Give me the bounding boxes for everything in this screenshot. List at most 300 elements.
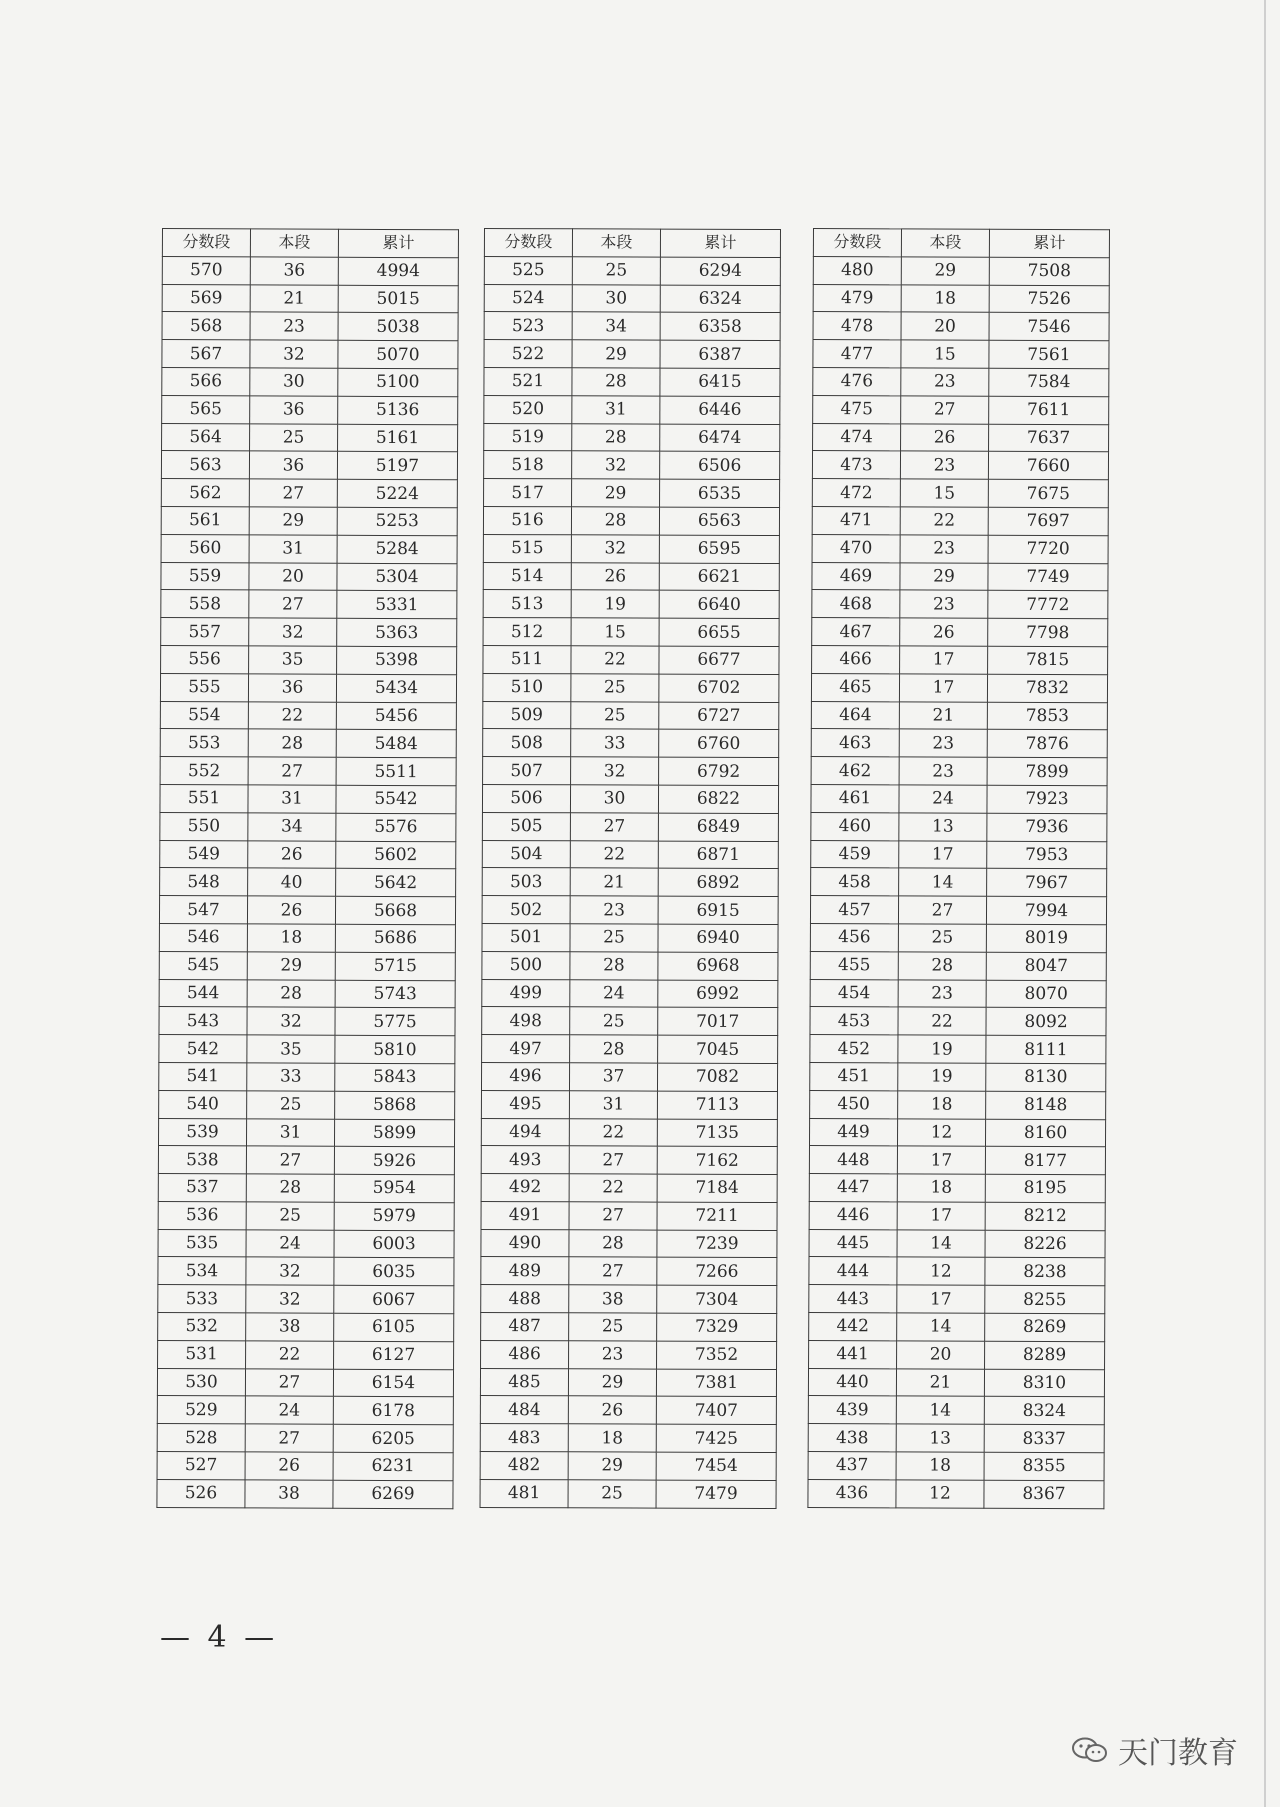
cell-cumulative: 5456 <box>336 702 456 730</box>
cell-score-range: 467 <box>812 618 900 646</box>
cell-cumulative: 8355 <box>984 1452 1104 1480</box>
cell-segment-count: 29 <box>247 952 335 980</box>
cell-cumulative: 6035 <box>334 1258 454 1286</box>
table-row <box>161 562 457 591</box>
cell-cumulative: 5100 <box>338 368 458 396</box>
cell-segment-count: 22 <box>569 1174 657 1202</box>
cell-score-range: 550 <box>160 812 248 840</box>
table-row <box>159 1035 455 1064</box>
header-score-range: 分数段 <box>484 229 572 257</box>
cell-score-range: 507 <box>483 757 571 785</box>
cell-segment-count: 26 <box>901 423 989 451</box>
table-row <box>158 1118 454 1147</box>
table-row <box>812 590 1108 619</box>
cell-score-range: 465 <box>811 673 899 701</box>
table-row <box>813 367 1109 396</box>
cell-segment-count: 29 <box>900 562 988 590</box>
table-row <box>809 1285 1105 1314</box>
table-row <box>484 312 780 341</box>
table-row <box>483 618 779 647</box>
cell-score-range: 437 <box>808 1452 896 1480</box>
cell-segment-count: 22 <box>900 507 988 535</box>
table-row <box>159 951 455 980</box>
cell-score-range: 567 <box>162 340 250 368</box>
cell-cumulative: 5015 <box>338 285 458 313</box>
cell-cumulative: 5843 <box>335 1063 455 1091</box>
cell-cumulative: 5868 <box>335 1091 455 1119</box>
cell-segment-count: 24 <box>246 1230 334 1258</box>
cell-cumulative: 6387 <box>660 340 780 368</box>
table-row <box>809 1201 1105 1230</box>
cell-cumulative: 7082 <box>657 1063 777 1091</box>
table-row <box>810 951 1106 980</box>
table-row <box>160 812 456 841</box>
cell-segment-count: 32 <box>246 1257 334 1285</box>
cell-cumulative: 8337 <box>984 1425 1104 1453</box>
cell-cumulative: 6640 <box>659 590 779 618</box>
cell-score-range: 543 <box>159 1007 247 1035</box>
cell-segment-count: 17 <box>899 674 987 702</box>
cell-segment-count: 20 <box>249 562 337 590</box>
cell-segment-count: 13 <box>896 1424 984 1452</box>
table-row <box>483 645 779 674</box>
cell-segment-count: 33 <box>571 729 659 757</box>
table-row <box>482 979 778 1008</box>
cell-cumulative: 8130 <box>986 1063 1106 1091</box>
table-row <box>482 923 778 952</box>
cell-cumulative: 7899 <box>987 757 1107 785</box>
table-header-row <box>484 229 780 258</box>
cell-segment-count: 25 <box>246 1202 334 1230</box>
table-row <box>813 423 1109 452</box>
cell-segment-count: 27 <box>898 896 986 924</box>
table-row <box>160 729 456 758</box>
table-row <box>161 645 457 674</box>
cell-score-range: 562 <box>161 479 249 507</box>
cell-segment-count: 25 <box>568 1480 656 1508</box>
table-row <box>160 868 456 897</box>
cell-segment-count: 15 <box>901 340 989 368</box>
cell-score-range: 489 <box>481 1257 569 1285</box>
cell-cumulative: 6968 <box>658 952 778 980</box>
cell-score-range: 500 <box>482 951 570 979</box>
cell-cumulative: 8070 <box>986 980 1106 1008</box>
cell-cumulative: 7561 <box>989 340 1109 368</box>
cell-cumulative: 7953 <box>987 841 1107 869</box>
cell-score-range: 476 <box>813 367 901 395</box>
cell-cumulative: 7853 <box>987 702 1107 730</box>
table-row <box>161 618 457 647</box>
cell-score-range: 521 <box>484 367 572 395</box>
cell-segment-count: 25 <box>250 423 338 451</box>
cell-segment-count: 22 <box>248 701 336 729</box>
header-score-range: 分数段 <box>162 229 250 257</box>
cell-cumulative: 5899 <box>334 1119 454 1147</box>
cell-cumulative: 7045 <box>658 1035 778 1063</box>
cell-cumulative: 7832 <box>987 674 1107 702</box>
cell-score-range: 446 <box>809 1201 897 1229</box>
table-row <box>480 1424 776 1453</box>
table-row <box>159 923 455 952</box>
cell-cumulative: 6269 <box>333 1480 453 1508</box>
cell-segment-count: 31 <box>246 1118 334 1146</box>
cell-segment-count: 24 <box>245 1396 333 1424</box>
score-table-1 <box>156 228 459 1509</box>
cell-score-range: 563 <box>161 451 249 479</box>
cell-cumulative: 6535 <box>660 479 780 507</box>
cell-segment-count: 28 <box>246 1174 334 1202</box>
cell-cumulative: 8019 <box>986 924 1106 952</box>
table-row <box>157 1479 453 1508</box>
cell-score-range: 565 <box>162 395 250 423</box>
table-row <box>159 1062 455 1091</box>
table-row <box>481 1340 777 1369</box>
table-row <box>808 1479 1104 1508</box>
cell-cumulative: 7017 <box>658 1007 778 1035</box>
table-row <box>480 1396 776 1425</box>
cell-score-range: 443 <box>809 1285 897 1313</box>
table-row <box>161 506 457 535</box>
table-row <box>484 395 780 424</box>
cell-cumulative: 5926 <box>334 1147 454 1175</box>
cell-score-range: 510 <box>483 673 571 701</box>
cell-cumulative: 7675 <box>988 479 1108 507</box>
table-row <box>160 701 456 730</box>
table-row <box>481 1313 777 1342</box>
table-row <box>809 1313 1105 1342</box>
cell-score-range: 448 <box>809 1146 897 1174</box>
cell-score-range: 495 <box>481 1090 569 1118</box>
cell-cumulative: 7660 <box>988 452 1108 480</box>
cell-score-range: 469 <box>812 562 900 590</box>
table-row <box>810 1007 1106 1036</box>
cell-score-range: 487 <box>481 1313 569 1341</box>
table-row <box>160 673 456 702</box>
cell-cumulative: 5810 <box>335 1035 455 1063</box>
cell-cumulative: 5038 <box>338 313 458 341</box>
cell-cumulative: 8195 <box>985 1174 1105 1202</box>
cell-score-range: 490 <box>481 1229 569 1257</box>
table-row <box>810 1090 1106 1119</box>
cell-score-range: 509 <box>483 701 571 729</box>
cell-cumulative: 5363 <box>337 618 457 646</box>
table-row <box>159 1090 455 1119</box>
cell-segment-count: 27 <box>901 396 989 424</box>
cell-cumulative: 5743 <box>335 980 455 1008</box>
cell-segment-count: 40 <box>248 868 336 896</box>
cell-cumulative: 7381 <box>656 1369 776 1397</box>
table-row <box>810 1035 1106 1064</box>
cell-segment-count: 23 <box>900 590 988 618</box>
cell-segment-count: 18 <box>568 1424 656 1452</box>
cell-cumulative: 5715 <box>335 952 455 980</box>
watermark-text: 天门教育 <box>1118 1736 1238 1771</box>
table-row <box>483 729 779 758</box>
cell-segment-count: 23 <box>899 757 987 785</box>
cell-cumulative: 5686 <box>335 924 455 952</box>
cell-cumulative: 7304 <box>657 1285 777 1313</box>
table-row <box>483 534 779 563</box>
cell-score-range: 482 <box>480 1452 568 1480</box>
table-row <box>162 340 458 369</box>
cell-score-range: 440 <box>808 1368 896 1396</box>
table-row <box>813 340 1109 369</box>
cell-score-range: 540 <box>159 1090 247 1118</box>
cell-score-range: 477 <box>813 340 901 368</box>
cell-segment-count: 29 <box>568 1452 656 1480</box>
cell-cumulative: 7637 <box>989 424 1109 452</box>
cell-score-range: 504 <box>482 840 570 868</box>
cell-segment-count: 27 <box>569 1257 657 1285</box>
cell-score-range: 498 <box>482 1007 570 1035</box>
table-row <box>158 1201 454 1230</box>
cell-cumulative: 5304 <box>337 563 457 591</box>
table-row <box>481 1090 777 1119</box>
cell-segment-count: 23 <box>901 368 989 396</box>
cell-score-range: 503 <box>482 868 570 896</box>
cell-score-range: 538 <box>158 1146 246 1174</box>
cell-score-range: 554 <box>160 701 248 729</box>
cell-score-range: 439 <box>808 1396 896 1424</box>
table-row <box>810 896 1106 925</box>
cell-cumulative: 6294 <box>660 257 780 285</box>
cell-score-range: 535 <box>158 1229 246 1257</box>
cell-cumulative: 5511 <box>336 757 456 785</box>
cell-segment-count: 23 <box>898 979 986 1007</box>
cell-segment-count: 28 <box>572 368 660 396</box>
table-row <box>481 1285 777 1314</box>
cell-segment-count: 12 <box>897 1118 985 1146</box>
cell-segment-count: 26 <box>568 1396 656 1424</box>
cell-score-range: 547 <box>159 896 247 924</box>
cell-score-range: 441 <box>809 1340 897 1368</box>
cell-segment-count: 18 <box>901 284 989 312</box>
cell-score-range: 533 <box>158 1285 246 1313</box>
table-row <box>158 1174 454 1203</box>
table-row <box>483 590 779 619</box>
cell-segment-count: 26 <box>571 562 659 590</box>
cell-cumulative: 6727 <box>659 702 779 730</box>
table-row <box>483 701 779 730</box>
cell-score-range: 480 <box>813 256 901 284</box>
table-row <box>158 1313 454 1342</box>
cell-segment-count: 38 <box>246 1313 334 1341</box>
cell-segment-count: 28 <box>570 1035 658 1063</box>
cell-segment-count: 19 <box>898 1035 986 1063</box>
cell-cumulative: 6415 <box>660 368 780 396</box>
table-row <box>158 1285 454 1314</box>
cell-segment-count: 36 <box>248 674 336 702</box>
cell-segment-count: 25 <box>569 1313 657 1341</box>
cell-cumulative: 6871 <box>658 841 778 869</box>
cell-segment-count: 29 <box>572 340 660 368</box>
cell-cumulative: 8324 <box>984 1397 1104 1425</box>
header-segment-count: 本段 <box>250 229 338 257</box>
cell-score-range: 518 <box>484 451 572 479</box>
cell-cumulative: 7697 <box>988 507 1108 535</box>
cell-cumulative: 7113 <box>657 1091 777 1119</box>
cell-cumulative: 5070 <box>338 340 458 368</box>
table-row <box>484 479 780 508</box>
cell-score-range: 564 <box>162 423 250 451</box>
table-row <box>812 645 1108 674</box>
cell-segment-count: 26 <box>900 618 988 646</box>
cell-cumulative: 6324 <box>660 285 780 313</box>
header-cumulative: 累计 <box>338 229 458 257</box>
table-row <box>162 367 458 396</box>
cell-score-range: 505 <box>482 812 570 840</box>
cell-segment-count: 33 <box>247 1063 335 1091</box>
cell-segment-count: 27 <box>569 1202 657 1230</box>
cell-segment-count: 23 <box>570 896 658 924</box>
cell-segment-count: 32 <box>249 618 337 646</box>
cell-segment-count: 30 <box>572 284 660 312</box>
cell-segment-count: 17 <box>900 646 988 674</box>
cell-cumulative: 5576 <box>336 813 456 841</box>
cell-score-range: 456 <box>810 923 898 951</box>
cell-segment-count: 12 <box>897 1257 985 1285</box>
cell-segment-count: 20 <box>897 1341 985 1369</box>
table-row <box>813 395 1109 424</box>
cell-cumulative: 6178 <box>333 1397 453 1425</box>
cell-score-range: 488 <box>481 1285 569 1313</box>
table-row <box>482 868 778 897</box>
cell-segment-count: 25 <box>898 924 986 952</box>
cell-score-range: 461 <box>811 784 899 812</box>
cell-segment-count: 18 <box>897 1174 985 1202</box>
cell-segment-count: 32 <box>250 340 338 368</box>
cell-segment-count: 35 <box>249 646 337 674</box>
table-row <box>158 1146 454 1175</box>
table-row <box>811 868 1107 897</box>
cell-cumulative: 6992 <box>658 980 778 1008</box>
cell-score-range: 559 <box>161 562 249 590</box>
watermark <box>1070 1728 1238 1772</box>
table-row <box>162 284 458 313</box>
cell-score-range: 455 <box>810 951 898 979</box>
cell-score-range: 519 <box>484 423 572 451</box>
cell-score-range: 451 <box>810 1062 898 1090</box>
cell-score-range: 569 <box>162 284 250 312</box>
cell-score-range: 531 <box>158 1340 246 1368</box>
table-row <box>162 423 458 452</box>
cell-score-range: 514 <box>483 562 571 590</box>
table-row <box>808 1424 1104 1453</box>
cell-segment-count: 18 <box>896 1452 984 1480</box>
cell-segment-count: 28 <box>247 979 335 1007</box>
cell-segment-count: 25 <box>570 924 658 952</box>
cell-cumulative: 6446 <box>660 396 780 424</box>
cell-segment-count: 26 <box>245 1452 333 1480</box>
table-row <box>813 256 1109 285</box>
cell-score-range: 472 <box>812 479 900 507</box>
cell-score-range: 568 <box>162 312 250 340</box>
cell-segment-count: 17 <box>897 1285 985 1313</box>
cell-score-range: 466 <box>812 645 900 673</box>
cell-cumulative: 6205 <box>333 1425 453 1453</box>
cell-score-range: 493 <box>481 1146 569 1174</box>
table-row <box>484 423 780 452</box>
cell-segment-count: 28 <box>248 729 336 757</box>
cell-score-range: 494 <box>481 1118 569 1146</box>
cell-segment-count: 17 <box>899 840 987 868</box>
cell-cumulative: 7749 <box>988 563 1108 591</box>
table-row <box>812 451 1108 480</box>
cell-segment-count: 23 <box>569 1341 657 1369</box>
cell-segment-count: 22 <box>246 1341 334 1369</box>
table-row <box>484 451 780 480</box>
table-row <box>812 618 1108 647</box>
cell-segment-count: 34 <box>248 813 336 841</box>
cell-segment-count: 36 <box>249 451 337 479</box>
cell-cumulative: 5224 <box>337 479 457 507</box>
score-tables <box>0 228 1280 1568</box>
cell-cumulative: 7967 <box>987 869 1107 897</box>
cell-cumulative: 8238 <box>985 1258 1105 1286</box>
cell-segment-count: 37 <box>569 1063 657 1091</box>
table-row <box>161 479 457 508</box>
cell-score-range: 497 <box>482 1035 570 1063</box>
cell-score-range: 557 <box>161 618 249 646</box>
table-row <box>158 1229 454 1258</box>
cell-cumulative: 7135 <box>657 1119 777 1147</box>
cell-cumulative: 6760 <box>659 729 779 757</box>
cell-cumulative: 6474 <box>660 424 780 452</box>
cell-score-range: 545 <box>159 951 247 979</box>
cell-cumulative: 5398 <box>337 646 457 674</box>
cell-segment-count: 29 <box>901 257 989 285</box>
cell-segment-count: 17 <box>897 1146 985 1174</box>
table-row <box>157 1396 453 1425</box>
cell-segment-count: 23 <box>250 312 338 340</box>
table-row <box>809 1340 1105 1369</box>
table-row <box>160 784 456 813</box>
cell-score-range: 491 <box>481 1201 569 1229</box>
cell-score-range: 524 <box>484 284 572 312</box>
cell-cumulative: 8047 <box>986 952 1106 980</box>
cell-score-range: 537 <box>158 1174 246 1202</box>
cell-score-range: 526 <box>157 1479 245 1507</box>
cell-cumulative: 7479 <box>656 1480 776 1508</box>
cell-cumulative: 5484 <box>336 730 456 758</box>
table-row <box>810 923 1106 952</box>
cell-score-range: 475 <box>813 395 901 423</box>
cell-segment-count: 22 <box>569 1118 657 1146</box>
cell-cumulative: 7720 <box>988 535 1108 563</box>
cell-score-range: 520 <box>484 395 572 423</box>
table-row <box>484 340 780 369</box>
table-row <box>483 757 779 786</box>
cell-score-range: 530 <box>157 1368 245 1396</box>
cell-score-range: 481 <box>480 1479 568 1507</box>
cell-cumulative: 6506 <box>660 451 780 479</box>
table-row <box>812 506 1108 535</box>
cell-segment-count: 24 <box>899 785 987 813</box>
cell-score-range: 447 <box>809 1174 897 1202</box>
cell-score-range: 528 <box>157 1424 245 1452</box>
table-row <box>484 284 780 313</box>
cell-score-range: 457 <box>810 896 898 924</box>
cell-segment-count: 21 <box>899 701 987 729</box>
cell-segment-count: 28 <box>569 1229 657 1257</box>
cell-segment-count: 21 <box>896 1369 984 1397</box>
cell-cumulative: 5642 <box>336 869 456 897</box>
cell-score-range: 511 <box>483 645 571 673</box>
cell-segment-count: 28 <box>898 952 986 980</box>
cell-cumulative: 6677 <box>659 646 779 674</box>
cell-cumulative: 6563 <box>659 507 779 535</box>
cell-cumulative: 7211 <box>657 1202 777 1230</box>
